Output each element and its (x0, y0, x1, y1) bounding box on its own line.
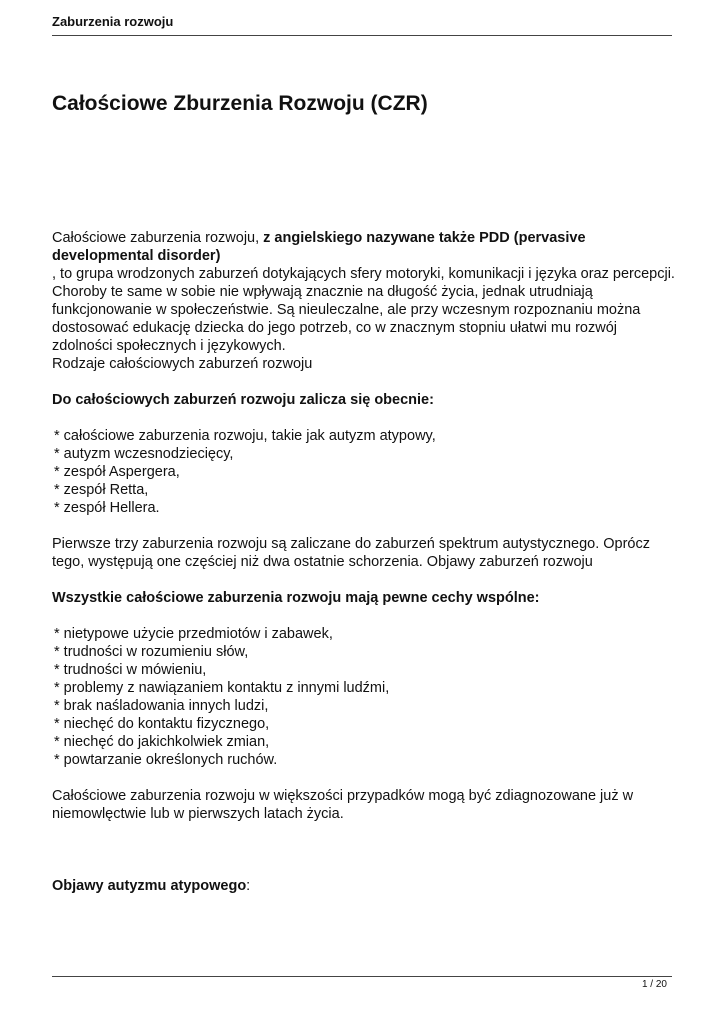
list-item: * niechęć do kontaktu fizycznego, (54, 716, 270, 732)
running-header: Zaburzenia rozwoju (52, 14, 174, 29)
list-item: * brak naśladowania innych ludzi, (54, 698, 269, 714)
spacer (52, 607, 677, 625)
list-item: * trudności w mówieniu, (54, 662, 207, 678)
intro-subheading: Rodzaje całościowych zaburzeń rozwoju (52, 356, 313, 372)
types-after-paragraph: Pierwsze trzy zaburzenia rozwoju są zaliczane do zaburzeń spektrum autystycznego. Oprócz tego, występują one częściej niż dwa ostatnie schorzenia. Objawy zaburzeń rozwoju (52, 536, 650, 570)
atypical-heading-line (52, 877, 677, 895)
list-item: * nietypowe użycie przedmiotów i zabawek, (54, 626, 333, 642)
spacer (52, 571, 677, 589)
features-after-paragraph: Całościowe zaburzenia rozwoju w większości przypadków mogą być zdiagnozowane już w niemowlęctwie lub w pierwszych latach życia. (52, 788, 634, 822)
footer-divider (52, 976, 672, 977)
types-heading: Do całościowych zaburzeń rozwoju zalicza się obecnie: (52, 392, 434, 408)
intro-lead-bold: z angielskiego nazywane także PDD (pervasive developmental disorder) (52, 230, 586, 264)
features-heading: Wszystkie całościowe zaburzenia rozwoju mają pewne cechy wspólne: (52, 590, 540, 606)
features-list (52, 625, 677, 769)
atypical-heading: Objawy autyzmu atypowego (52, 878, 247, 894)
list-item: * autyzm wczesnodziecięcy, (54, 446, 234, 462)
list-item: * całościowe zaburzenia rozwoju, takie jak autyzm atypowy, (54, 428, 436, 444)
page-number: 1 / 20 (641, 979, 667, 990)
intro-lead: Całościowe zaburzenia rozwoju, (52, 230, 264, 246)
page-title: Całościowe Zburzenia Rozwoju (CZR) (52, 92, 428, 115)
intro-body: , to grupa wrodzonych zaburzeń dotykających sfery motoryki, komunikacji i języka oraz percepcji. Choroby te same w sobie nie wpływają znacznie na długość życia, jednak utrudniają funkcjonowanie w społeczeństwie. Są nieuleczalne, ale przy wczesnym rozpoznaniu można dostosować edukację dziecka do jego potrzeb, co w znacznym stopniu ułatwi mu rozwój zdolności społecznych i językowych. (52, 266, 675, 354)
list-item: * problemy z nawiązaniem kontaktu z innymi ludźmi, (54, 680, 390, 696)
spacer (52, 517, 677, 535)
list-item: * zespół Hellera. (54, 500, 160, 516)
list-item: * niechęć do jakichkolwiek zmian, (54, 734, 270, 750)
spacer (52, 859, 677, 877)
header-divider (52, 35, 672, 36)
spacer (52, 823, 677, 859)
list-item: * zespół Retta, (54, 482, 149, 498)
list-item: * trudności w rozumieniu słów, (54, 644, 249, 660)
list-item: * powtarzanie określonych ruchów. (54, 752, 278, 768)
list-item: * zespół Aspergera, (54, 464, 180, 480)
spacer (52, 409, 677, 427)
types-list (52, 427, 677, 517)
intro-paragraph (52, 229, 677, 265)
spacer (52, 769, 677, 787)
spacer (52, 373, 677, 391)
atypical-heading-suffix: : (246, 878, 251, 894)
document-body (52, 229, 677, 895)
